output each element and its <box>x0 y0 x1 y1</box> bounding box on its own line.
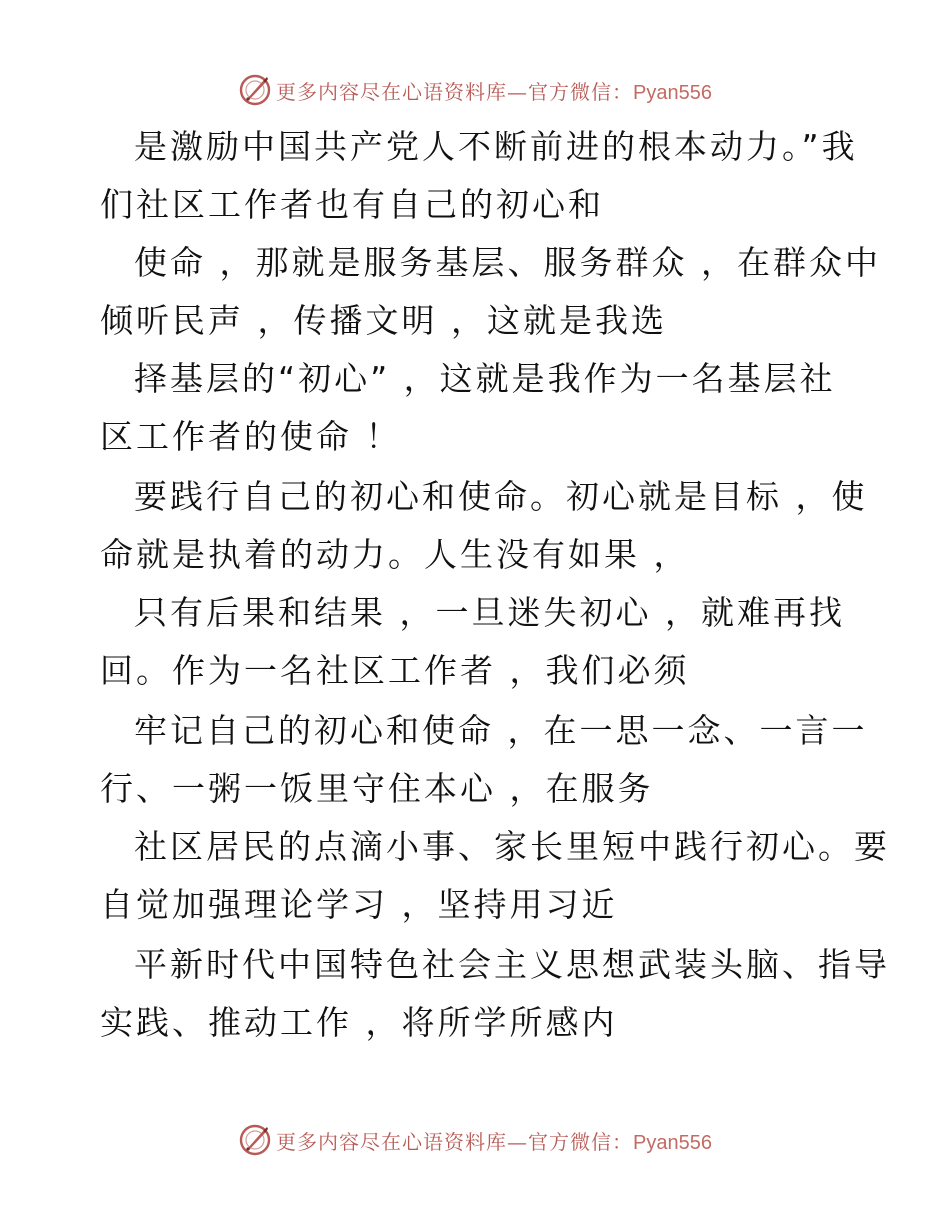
footer-dash: — <box>507 1129 529 1154</box>
paragraph-line: 只有后果和结果 ，一旦迷失初心 ，就难再找 <box>134 593 845 632</box>
header-banner-text <box>276 76 712 105</box>
paragraph-line: 使命 ，那就是服务基层、服务群众 ，在群众中 <box>134 243 881 282</box>
header-dash: — <box>507 79 529 104</box>
footer-banner-text <box>276 1126 712 1155</box>
paragraph-line: 区工作者的使命 ！ <box>100 417 402 456</box>
header-brand-text: 更多内容尽在心语资料库 <box>276 79 508 104</box>
paragraph-line: 倾听民声 ，传播文明 ，这就是我选 <box>100 301 667 340</box>
paragraph-line: 命就是执着的动力。人生没有如果 ， <box>100 535 690 574</box>
footer-brand-text: 更多内容尽在心语资料库 <box>276 1129 508 1154</box>
paragraph-line: 们社区工作者也有自己的初心和 <box>100 185 604 224</box>
paragraph-line: 要践行自己的初心和使命。初心就是目标 ，使 <box>134 477 868 516</box>
paragraph-line: 社区居民的点滴小事、家长里短中践行初心。要 <box>134 827 890 866</box>
paragraph-line: 择基层的“初心” ，这就是我作为一名基层社 <box>134 359 836 398</box>
quill-pen-circle-icon <box>238 73 272 107</box>
paragraph-line: 是激励中国共产党人不断前进的根本动力。”我 <box>134 127 858 166</box>
paragraph-line: 行、一粥一饭里守住本心 ，在服务 <box>100 769 654 808</box>
footer-banner <box>0 1120 950 1160</box>
paragraph-line: 实践、推动工作 ，将所学所感内 <box>100 1003 618 1042</box>
header-banner <box>0 70 950 110</box>
header-wechat-id: Pyan556 <box>633 81 712 104</box>
header-wechat-label: 官方微信： <box>528 79 634 104</box>
quill-pen-circle-icon <box>238 1123 272 1157</box>
paragraph-line: 牢记自己的初心和使命 ，在一思一念、一言一 <box>134 711 868 750</box>
paragraph-line: 回。作为一名社区工作者 ，我们必须 <box>100 651 690 690</box>
paragraph-line: 平新时代中国特色社会主义思想武装头脑、指导 <box>134 945 890 984</box>
footer-wechat-id: Pyan556 <box>633 1131 712 1154</box>
paragraph-line: 自觉加强理论学习 ，坚持用习近 <box>100 885 618 924</box>
footer-wechat-label: 官方微信： <box>528 1129 634 1154</box>
